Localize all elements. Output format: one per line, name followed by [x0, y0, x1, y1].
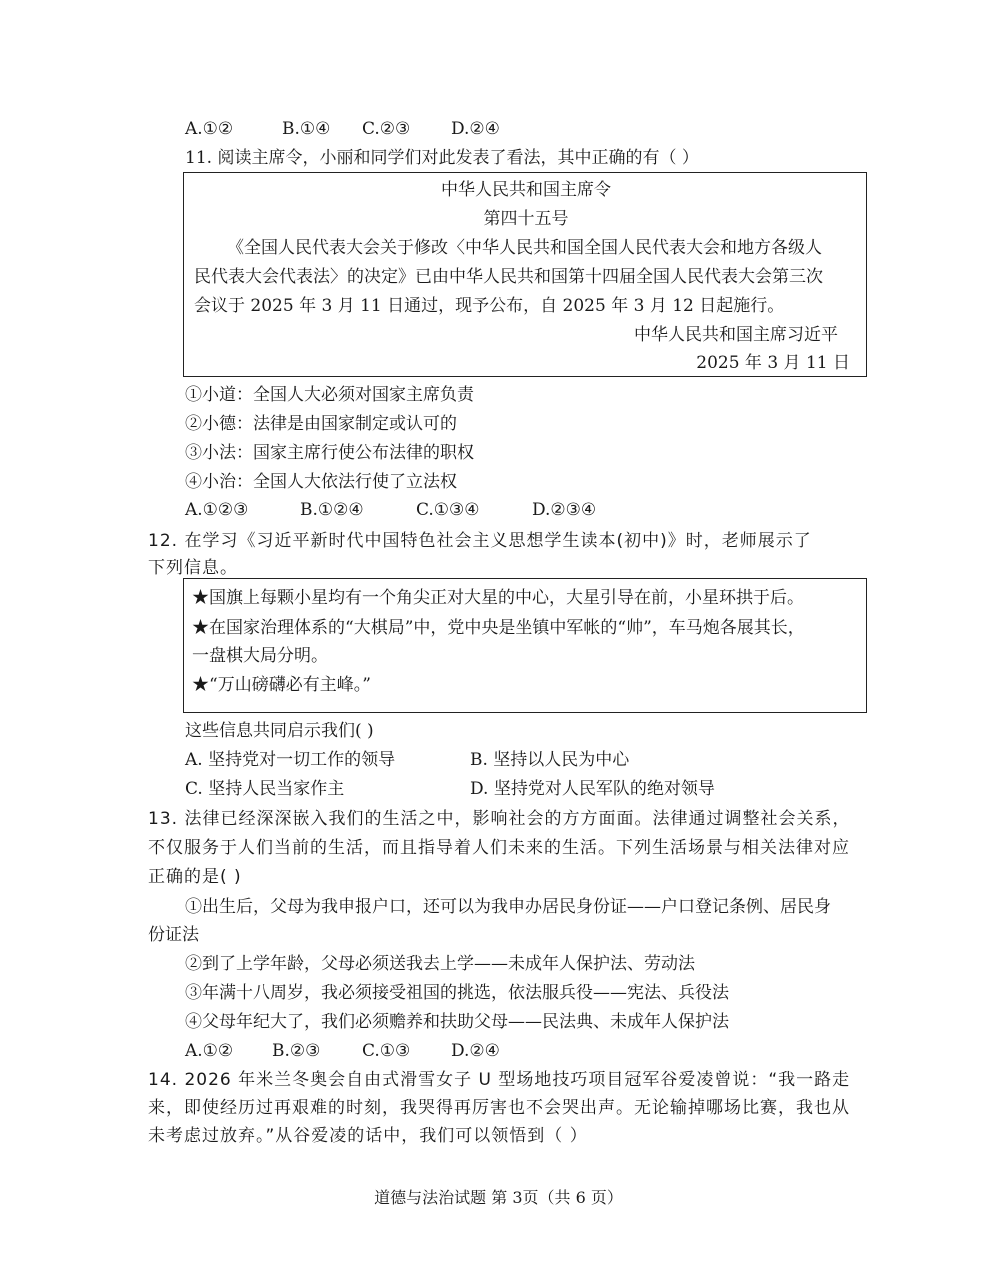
q12-info-line-2: ★在国家治理体系的“大棋局”中，党中央是坐镇中军帐的“帅”，车马炮各展其长，: [192, 618, 805, 638]
decree-signature: 中华人民共和国主席习近平: [634, 325, 838, 345]
q11-option-a: A.①②③: [185, 500, 249, 520]
q11-stem: 11. 阅读主席令，小丽和同学们对此发表了看法，其中正确的有（ ）: [185, 148, 699, 168]
q11-item-1: ①小道：全国人大必须对国家主席负责: [185, 385, 474, 405]
q14-stem-line-2: 来，即使经历过再艰难的时刻，我哭得再厉害也不会哭出声。无论输掉哪场比赛，我也从: [148, 1098, 850, 1118]
page-footer: 道德与法治试题 第 3页（共 6 页）: [374, 1188, 623, 1207]
decree-body-line-3: 会议于 2025 年 3 月 11 日通过，现予公布，自 2025 年 3 月 12 日起施行。: [194, 296, 785, 316]
q13-option-b: B.②③: [272, 1041, 321, 1061]
q13-item-1a: ①出生后，父母为我申报户口，还可以为我申办居民身份证——户口登记条例、居民身: [185, 897, 831, 917]
q14-stem-line-3: 未考虑过放弃。”从谷爱凌的话中，我们可以领悟到（ ）: [148, 1126, 588, 1146]
q13-item-3: ③年满十八周岁，我必须接受祖国的挑选，依法服兵役——宪法、兵役法: [185, 983, 729, 1003]
q11-decree-box: [183, 172, 867, 377]
q10-option-a: A.①②: [185, 119, 234, 139]
q10-option-d: D.②④: [451, 119, 500, 139]
q11-item-2: ②小德：法律是由国家制定或认可的: [185, 414, 457, 434]
q12-stem-line-2: 下列信息。: [148, 558, 238, 578]
decree-title: 中华人民共和国主席令: [441, 180, 611, 200]
q12-info-line-4: ★“万山磅礴必有主峰。”: [192, 675, 371, 695]
q13-item-4: ④父母年纪大了，我们必须赡养和扶助父母——民法典、未成年人保护法: [185, 1012, 729, 1032]
q12-info-line-3: 一盘棋大局分明。: [192, 646, 328, 666]
decree-number: 第四十五号: [483, 209, 569, 229]
q11-item-4: ④小治：全国人大依法行使了立法权: [185, 472, 457, 492]
q13-stem-line-2: 不仅服务于人们当前的生活，而且指导着人们未来的生活。下列生活场景与相关法律对应: [148, 838, 850, 858]
q14-stem-line-1: 14. 2026 年米兰冬奥会自由式滑雪女子 U 型场地技巧项目冠军谷爱凌曾说：“我一路走: [148, 1070, 851, 1090]
q10-option-c: C.②③: [362, 119, 411, 139]
q12-option-c: C. 坚持人民当家作主: [185, 779, 345, 799]
q12-option-d: D. 坚持党对人民军队的绝对领导: [470, 779, 715, 799]
q13-option-a: A.①②: [185, 1041, 234, 1061]
q11-option-b: B.①②④: [300, 500, 364, 520]
q10-option-b: B.①④: [282, 119, 331, 139]
q12-stem-line-1: 12. 在学习《习近平新时代中国特色社会主义思想学生读本(初中)》时，老师展示了: [148, 531, 812, 551]
q11-item-3: ③小法：国家主席行使公布法律的职权: [185, 443, 474, 463]
decree-body-line-2: 民代表大会代表法〉的决定》已由中华人民共和国第十四届全国人民代表大会第三次: [194, 267, 823, 287]
decree-body-line-1: 《全国人民代表大会关于修改〈中华人民共和国全国人民代表大会和地方各级人: [227, 238, 822, 258]
q13-item-1b: 份证法: [148, 925, 199, 945]
q11-option-d: D.②③④: [532, 500, 597, 520]
q12-info-box: [183, 578, 867, 713]
q13-option-d: D.②④: [451, 1041, 500, 1061]
q13-item-2: ②到了上学年龄，父母必须送我去上学——未成年人保护法、劳动法: [185, 954, 695, 974]
q13-stem-line-1: 13. 法律已经深深嵌入我们的生活之中，影响社会的方方面面。法律通过调整社会关系，: [148, 809, 851, 829]
q12-info-line-1: ★国旗上每颗小星均有一个角尖正对大星的中心，大星引导在前，小星环拱于后。: [192, 588, 804, 608]
q11-option-c: C.①③④: [416, 500, 480, 520]
q12-option-a: A. 坚持党对一切工作的领导: [185, 750, 396, 770]
q13-stem-line-3: 正确的是( ): [148, 867, 242, 887]
q13-option-c: C.①③: [362, 1041, 411, 1061]
q12-question: 这些信息共同启示我们( ): [185, 721, 374, 741]
decree-date: 2025 年 3 月 11 日: [696, 353, 850, 373]
q12-option-b: B. 坚持以人民为中心: [470, 750, 630, 770]
